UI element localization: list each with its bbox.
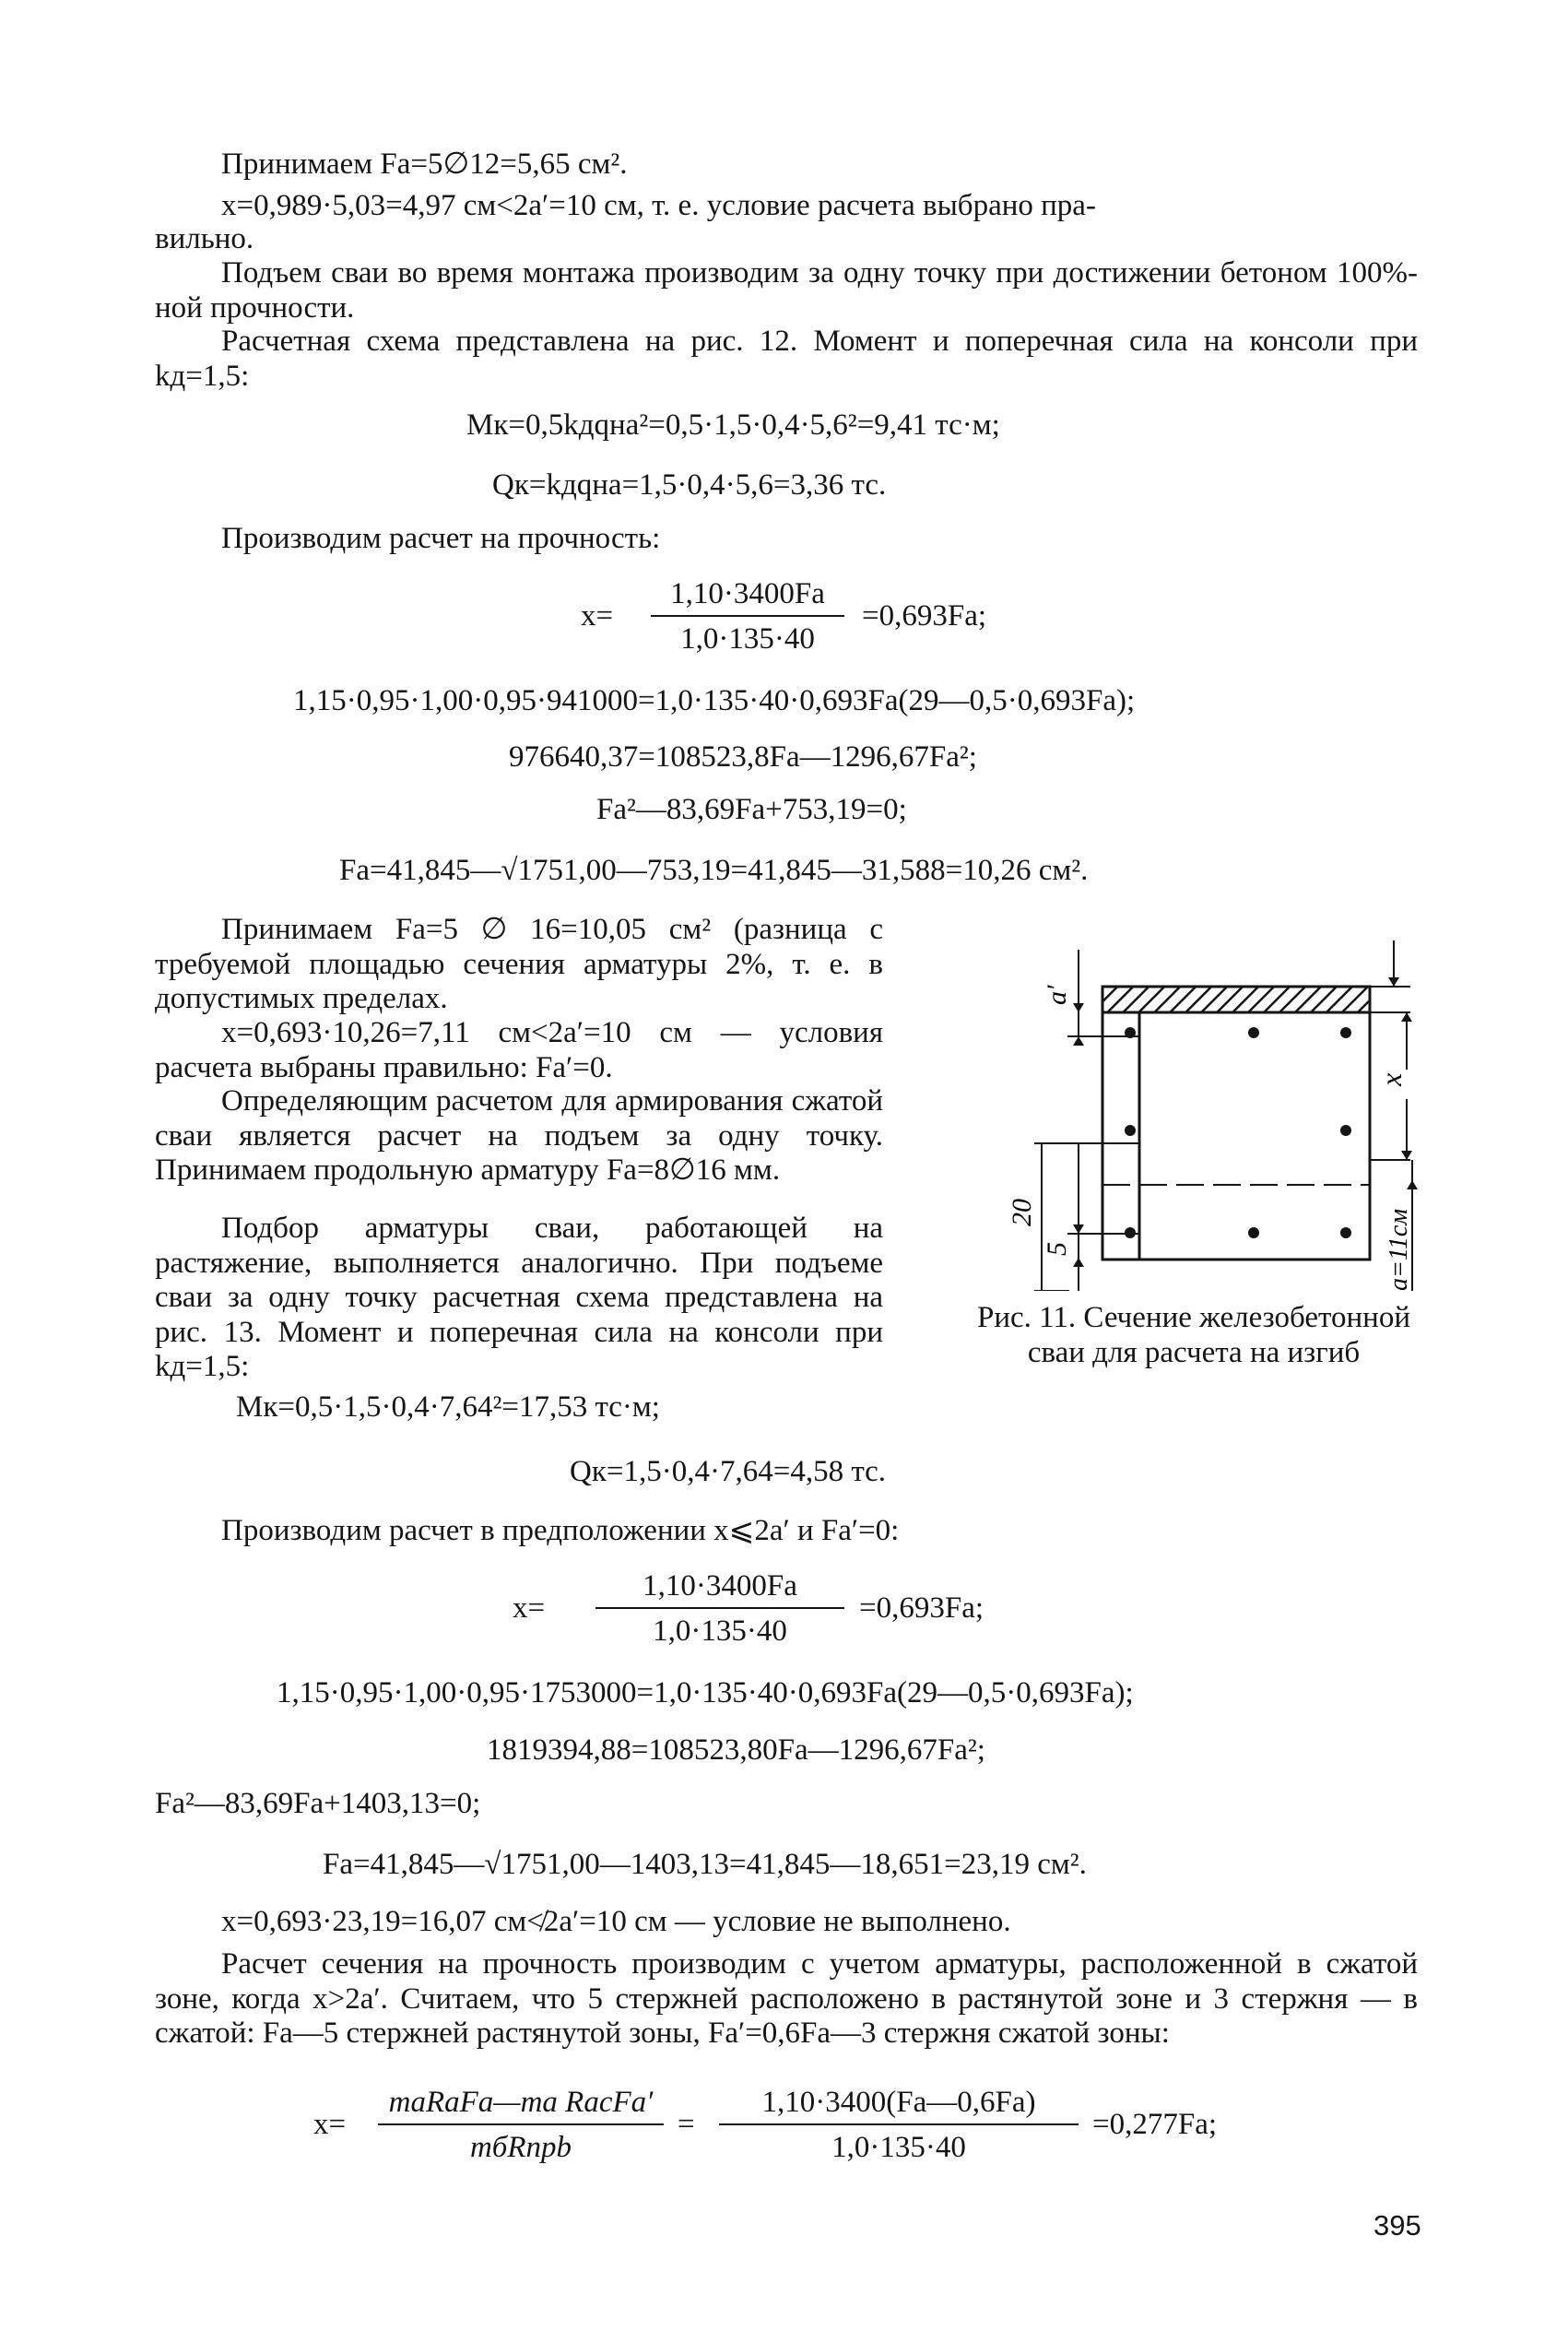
equation: Qк=kдqнa=1,5·0,4·5,6=3,36 тс.	[492, 468, 887, 502]
label-dim-5: 5	[1042, 1242, 1072, 1256]
paragraph: Определяющим расчетом для армирования сжатой сваи является расчет на подъем за одну точку. Принимаем продольную арматуру Fa=8∅16 мм.	[155, 1084, 883, 1187]
fraction-equals: =	[678, 2108, 695, 2141]
fraction-numerator: 1,10·3400Fa	[643, 1569, 797, 1603]
equation: Qк=1,5·0,4·7,64=4,58 тс.	[570, 1455, 887, 1488]
section-outline	[1102, 987, 1370, 1260]
paragraph: Подбор арматуры сваи, работающей на растяжение, выполняется аналогично. При подъеме сваи за одну точку расчетная схема представлена на рис. 13. Момент и поперечная сила на консоли при kд=1,5:	[155, 1212, 883, 1383]
equation: Fa=41,845—√1751,00—753,19=41,845—31,588=10,26 см².	[339, 854, 1089, 887]
equation: 1,15·0,95·1,00·0,95·1753000=1,0·135·40·0,693Fa(29—0,5·0,693Fa);	[277, 1676, 1134, 1709]
equation: Mк=0,5kдqнa²=0,5·1,5·0,4·5,6²=9,41 тс·м;	[466, 408, 1000, 442]
equation: Fa²—83,69Fa+1403,13=0;	[155, 1787, 481, 1820]
fraction-lhs: x=	[581, 599, 614, 633]
equation: x=0,693·23,19=16,07 см≮2a′=10 см — условие не выполнено.	[221, 1905, 1011, 1938]
fraction-rhs: =0,277Fa;	[1092, 2108, 1218, 2141]
paragraph: Подъем сваи во время монтажа производим за одну точку при достижении бетоном 100%-ной прочности.	[155, 256, 1418, 325]
fraction-rhs: =0,693Fa;	[859, 1591, 984, 1625]
text-line: Производим расчет в предположении x⩽2a′ и Fa′=0:	[221, 1514, 900, 1547]
fraction-rhs: =0,693Fa;	[862, 599, 987, 633]
pile-section-figure	[977, 922, 1420, 1291]
compressed-zone-hatch	[1102, 987, 1370, 1012]
fraction-lhs: x=	[313, 2108, 347, 2141]
label-x: x	[1374, 1072, 1408, 1086]
paragraph: Принимаем Fa=5 ∅ 16=10,05 см² (разница с требуемой площадью сечения арматуры 2%, т. е. в допустимых пределах.	[155, 913, 883, 1015]
text-line: x=0,989·5,03=4,97 см<2a′=10 см, т. е. условие расчета выбрано пра-	[221, 189, 1096, 222]
rebar-dots	[1125, 1027, 1351, 1238]
fraction-denominator: 1,0·135·40	[653, 1615, 787, 1648]
equation: 976640,37=108523,8Fa—1296,67Fa²;	[509, 740, 977, 774]
figure-caption: Рис. 11. Сечение железобетонной сваи для расчета на изгиб	[977, 1301, 1410, 1369]
label-a-11: a=11см	[1385, 1208, 1413, 1291]
fraction-lhs: x=	[513, 1591, 546, 1625]
text-line: вильно.	[155, 222, 254, 255]
paragraph: x=0,693·10,26=7,11 см<2a′=10 см — условия расчета выбраны правильно: Fa′=0.	[155, 1016, 883, 1084]
equation: 1819394,88=108523,80Fa—1296,67Fa²;	[487, 1733, 985, 1767]
equation: Fa²—83,69Fa+753,19=0;	[596, 793, 907, 826]
label-dim-20: 20	[1007, 1199, 1037, 1226]
fraction-numerator: 1,10·3400Fa	[670, 577, 825, 610]
paragraph: Расчетная схема представлена на рис. 12. Момент и поперечная сила на консоли при kд=1,5:	[155, 325, 1418, 393]
fraction-numerator: maRaFa—ma RacFa′	[388, 2086, 654, 2119]
text-line: Принимаем Fa=5∅12=5,65 см².	[221, 148, 628, 181]
fraction-bar	[719, 2123, 1079, 2125]
text-line: Производим расчет на прочность:	[221, 522, 661, 555]
page-number: 395	[1373, 2209, 1421, 2241]
label-a-prime: a′	[1042, 985, 1072, 1005]
fraction-bar	[595, 1607, 844, 1609]
equation: 1,15·0,95·1,00·0,95·941000=1,0·135·40·0,693Fa(29—0,5·0,693Fa);	[293, 684, 1136, 717]
paragraph: Расчет сечения на прочность производим с учетом арматуры, расположенной в сжатой зоне, когда x>2a′. Считаем, что 5 стержней расположено в растянутой зоне и 3 стержня — в сжатой: Fa—5 стержней растянутой зоны, Fa′=0,6Fa—3 стержня сжатой зоны:	[155, 1947, 1418, 2050]
fraction-bar	[378, 2123, 664, 2125]
fraction-denominator: 1,0·135·40	[680, 622, 815, 656]
fraction-numerator: 1,10·3400(Fa—0,6Fa)	[761, 2086, 1036, 2119]
equation: Mк=0,5·1,5·0,4·7,64²=17,53 тс·м;	[236, 1390, 660, 1424]
fraction-bar	[651, 615, 844, 617]
fraction-denominator: 1,0·135·40	[831, 2131, 966, 2164]
fraction-denominator: mбRпрb	[469, 2131, 572, 2164]
equation: Fa=41,845—√1751,00—1403,13=41,845—18,651=23,19 см².	[323, 1848, 1087, 1881]
